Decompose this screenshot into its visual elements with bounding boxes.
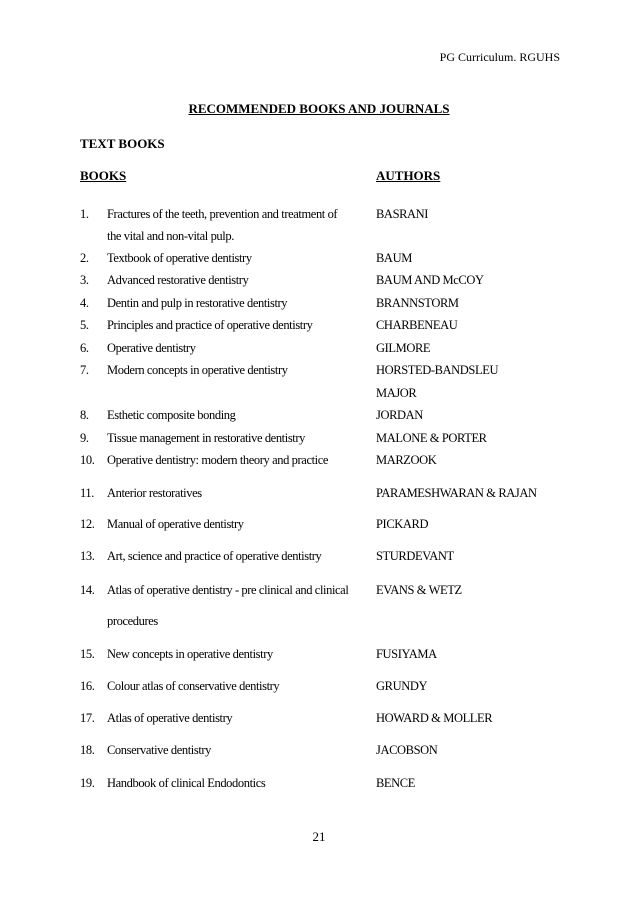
page-heading: RECOMMENDED BOOKS AND JOURNALS [188, 101, 450, 116]
row-number: 6. [80, 341, 89, 355]
book-title: Anterior restoratives [107, 486, 202, 500]
book-title: Manual of operative dentistry [107, 517, 244, 531]
book-author: HORSTED-BANDSLEU [376, 363, 499, 377]
row-number: 8. [80, 408, 89, 422]
book-title: Colour atlas of conservative dentistry [107, 679, 280, 693]
book-author: BRANNSTORM [376, 296, 459, 310]
book-author: MALONE & PORTER [376, 431, 487, 445]
book-author: BAUM AND McCOY [376, 273, 484, 287]
book-title: Conservative dentistry [107, 743, 212, 757]
book-author: PICKARD [376, 517, 429, 531]
book-title: Principles and practice of operative dentistry [107, 318, 313, 332]
column-header-books: BOOKS [80, 168, 127, 183]
book-title-continuation: procedures [107, 614, 158, 628]
book-title: Textbook of operative dentistry [107, 251, 252, 265]
book-title: Advanced restorative dentistry [107, 273, 249, 287]
row-number: 10. [80, 453, 95, 467]
row-number: 15. [80, 647, 95, 661]
book-author: GILMORE [376, 341, 431, 355]
row-number: 4. [80, 296, 89, 310]
book-author: GRUNDY [376, 679, 428, 693]
row-number: 3. [80, 273, 89, 287]
book-title-continuation: the vital and non-vital pulp. [107, 229, 234, 243]
book-title: Atlas of operative dentistry [107, 711, 233, 725]
row-number: 7. [80, 363, 89, 377]
row-number: 11. [80, 486, 94, 500]
book-author: BENCE [376, 776, 415, 790]
section-heading: TEXT BOOKS [80, 136, 165, 151]
row-number: 18. [80, 743, 95, 757]
row-number: 12. [80, 517, 95, 531]
row-number: 19. [80, 776, 95, 790]
row-number: 13. [80, 549, 95, 563]
book-author: FUSIYAMA [376, 647, 437, 661]
book-author: PARAMESHWARAN & RAJAN [376, 486, 537, 500]
book-title: Operative dentistry: modern theory and practice [107, 453, 329, 467]
book-author: EVANS & WETZ [376, 583, 462, 597]
book-title: Operative dentistry [107, 341, 196, 355]
book-title: Tissue management in restorative dentistry [107, 431, 305, 445]
book-title: Art, science and practice of operative dentistry [107, 549, 322, 563]
row-number: 17. [80, 711, 95, 725]
book-author: BAUM [376, 251, 412, 265]
page-number: 21 [312, 829, 326, 844]
book-title: Handbook of clinical Endodontics [107, 776, 266, 790]
column-header-authors: AUTHORS [376, 168, 441, 183]
book-title: New concepts in operative dentistry [107, 647, 273, 661]
row-number: 14. [80, 583, 95, 597]
book-title: Fractures of the teeth, prevention and treatment of [107, 207, 338, 221]
book-author: HOWARD & MOLLER [376, 711, 493, 725]
row-number: 2. [80, 251, 89, 265]
book-author: JACOBSON [376, 743, 438, 757]
book-author-continuation: MAJOR [376, 386, 417, 400]
book-title: Esthetic composite bonding [107, 408, 236, 422]
running-header: PG Curriculum. RGUHS [439, 50, 560, 64]
row-number: 1. [80, 207, 89, 221]
book-title: Modern concepts in operative dentistry [107, 363, 288, 377]
book-author: BASRANI [376, 207, 429, 221]
book-author: JORDAN [376, 408, 423, 422]
row-number: 5. [80, 318, 89, 332]
book-title: Dentin and pulp in restorative dentistry [107, 296, 288, 310]
row-number: 16. [80, 679, 95, 693]
book-title: Atlas of operative dentistry - pre clinical and clinical [107, 583, 349, 597]
book-author: MARZOOK [376, 453, 437, 467]
book-author: CHARBENEAU [376, 318, 458, 332]
row-number: 9. [80, 431, 89, 445]
book-author: STURDEVANT [376, 549, 454, 563]
